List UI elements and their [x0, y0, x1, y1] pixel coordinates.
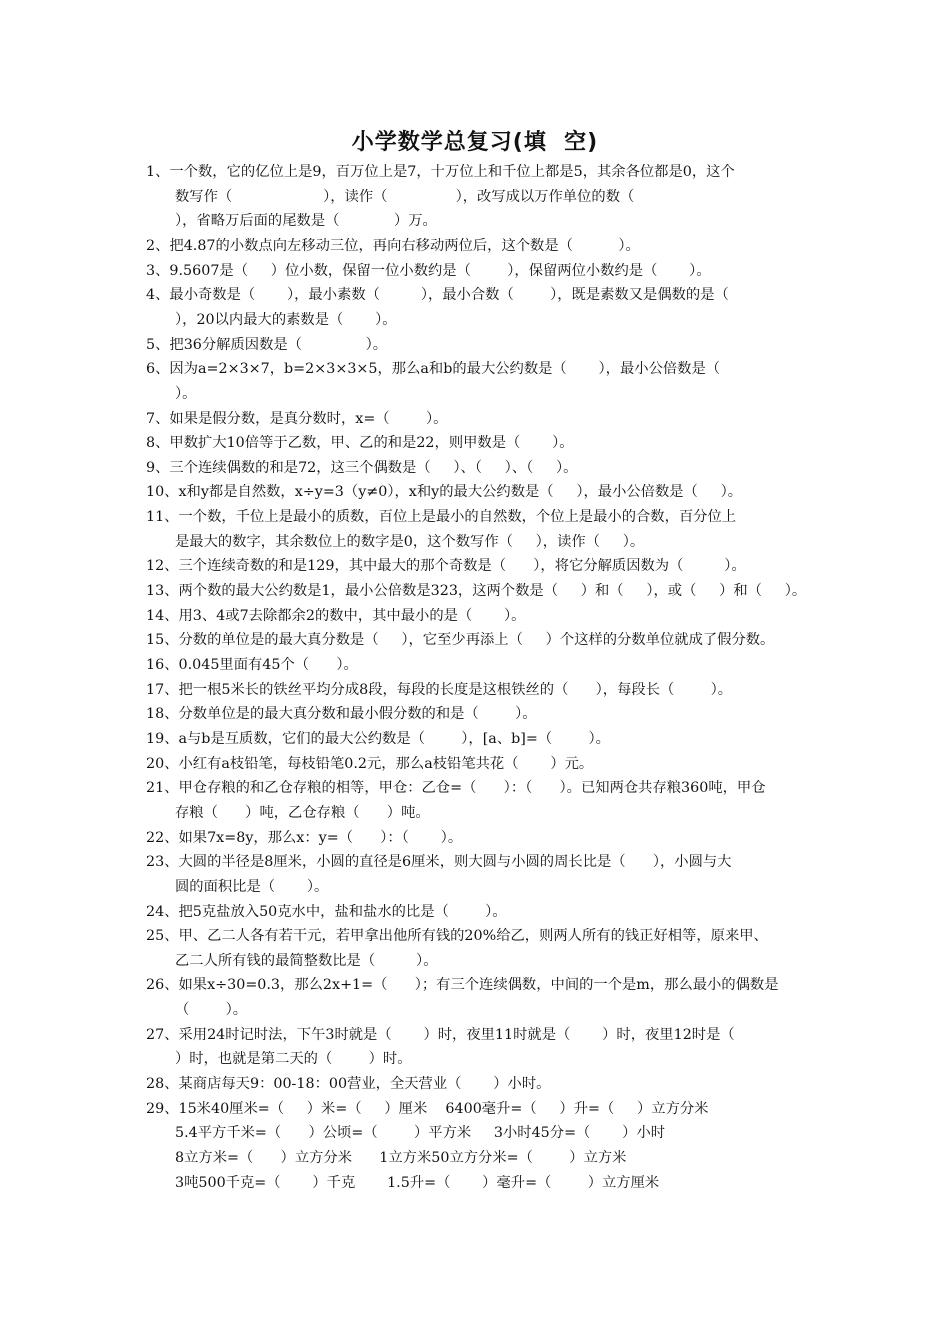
question-8: 8、甲数扩大10倍等于乙数，甲、乙的和是22，则甲数是（ ）。 — [146, 435, 574, 452]
question-1-continuation: 数写作（ ），读作（ ），改写成以万作单位的数（ — [175, 188, 635, 205]
question-13: 13、两个数的最大公约数是1，最小公倍数是323，这两个数是（ ）和（ ），或（ ）和（ ）。 — [146, 583, 807, 599]
question-9: 9、三个连续偶数的和是72，这三个偶数是（ ）、（ ）、（ ）。 — [146, 459, 578, 476]
question-24: 24、把5克盐放入50克水中，盐和盐水的比是（ ）。 — [146, 903, 507, 920]
question-21: 21、甲仓存粮的和乙仓存粮的相等，甲仓：乙仓=（ ）：（ ）。已知两仓共存粮360吨，甲仓 — [146, 780, 766, 797]
question-29: 29、15米40厘米=（ ）米=（ ）厘米 6400毫升=（ ）升=（ ）立方分米 — [146, 1100, 709, 1117]
question-14: 14、用3、4或7去除都余2的数中，其中最小的是（ ）。 — [146, 607, 526, 624]
page-title: 小学数学总复习(填 空) — [351, 130, 599, 155]
question-29-continuation: 5.4平方千米=（ ）公顷=（ ）平方米 3小时45分=（ ）小时 — [175, 1125, 666, 1142]
question-3: 3、9.5607是（ ）位小数，保留一位小数约是（ ），保留两位小数约是（ ）。 — [146, 262, 711, 279]
question-6-continuation: ）。 — [175, 385, 197, 402]
question-20: 20、小红有a枝铅笔，每枝铅笔0.2元，那么a枝铅笔共花（ ）元。 — [146, 755, 594, 772]
question-19: 19、a与b是互质数，它们的最大公约数是（ ），[a、b]=（ ）。 — [146, 730, 610, 747]
question-11: 11、一个数，千位上是最小的质数，百位上是最小的自然数，个位上是最小的合数，百分位上 — [146, 509, 737, 526]
question-2: 2、把4.87的小数点向左移动三位，再向右移动两位后，这个数是（ ）。 — [146, 237, 640, 254]
question-26-continuation: （ ）。 — [175, 1002, 248, 1019]
question-26: 26、如果x÷30=0.3，那么2x+1=（ ）；有三个连续偶数，中间的一个是m，那么最小的偶数是 — [146, 977, 779, 994]
question-15: 15、分数的单位是的最大真分数是（ ），它至少再添上（ ）个这样的分数单位就成了假分数。 — [146, 632, 775, 649]
question-21-continuation: 存粮（ ）吨，乙仓存粮（ ）吨。 — [175, 804, 430, 821]
question-28: 28、某商店每天9：00-18：00营业，全天营业（ ）小时。 — [146, 1076, 551, 1092]
question-7: 7、如果是假分数，是真分数时，x=（ ）。 — [146, 410, 448, 427]
question-29-continuation: 8立方米=（ ）立方分米 1立方米50立方分米=（ ）立方米 — [175, 1150, 627, 1166]
question-22: 22、如果7x=8y，那么x：y=（ ）：（ ）。 — [146, 829, 463, 846]
question-23-continuation: 圆的面积比是（ ）。 — [175, 878, 329, 895]
question-25-continuation: 乙二人所有钱的最简整数比是（ ）。 — [175, 952, 438, 969]
question-1: 1、一个数，它的亿位上是9，百万位上是7，十万位上和千位上都是5，其余各位都是0，这个 — [146, 164, 735, 180]
question-5: 5、把36分解质因数是（ ）。 — [146, 336, 388, 353]
question-17: 17、把一根5米长的铁丝平均分成8段，每段的长度是这根铁丝的（ ），每段长（ ）。 — [146, 681, 733, 698]
question-18: 18、分数单位是的最大真分数和最小假分数的和是（ ）。 — [146, 706, 537, 723]
question-6: 6、因为a=2×3×7，b=2×3×3×5，那么a和b的最大公约数是（ ），最小公倍数是（ — [146, 361, 721, 378]
question-16: 16、0.045里面有45个（ ）。 — [146, 657, 358, 673]
question-23: 23、大圆的半径是8厘米，小圆的直径是6厘米，则大圆与小圆的周长比是（ ），小圆与大 — [146, 854, 732, 871]
question-10: 10、x和y都是自然数，x÷y=3（y≠0），x和y的最大公约数是（ ），最小公倍数是（ ）。 — [146, 484, 743, 501]
question-4: 4、最小奇数是（ ），最小素数（ ），最小合数（ ），既是素数又是偶数的是（ — [146, 287, 729, 304]
question-12: 12、三个连续奇数的和是129，其中最大的那个奇数是（ ），将它分解质因数为（ ）。 — [146, 558, 746, 575]
question-27: 27、采用24时记时法，下午3时就是（ ）时，夜里11时就是（ ）时，夜里12时是（ — [146, 1026, 735, 1043]
question-1-continuation: ），省略万后面的尾数是（ ）万。 — [175, 213, 437, 230]
question-11-continuation: 是最大的数字，其余数位上的数字是0，这个数写作（ ），读作（ ）。 — [175, 533, 645, 550]
question-25: 25、甲、乙二人各有若干元，若甲拿出他所有钱的20%给乙，则两人所有的钱正好相等，原来甲、 — [146, 928, 768, 945]
question-4-continuation: ），20以内最大的素数是（ ）。 — [175, 311, 397, 328]
question-29-continuation: 3吨500千克=（ ）千克 1.5升=（ ）毫升=（ ）立方厘米 — [175, 1174, 660, 1191]
question-27-continuation: ）时，也就是第二天的（ ）时。 — [175, 1051, 412, 1068]
